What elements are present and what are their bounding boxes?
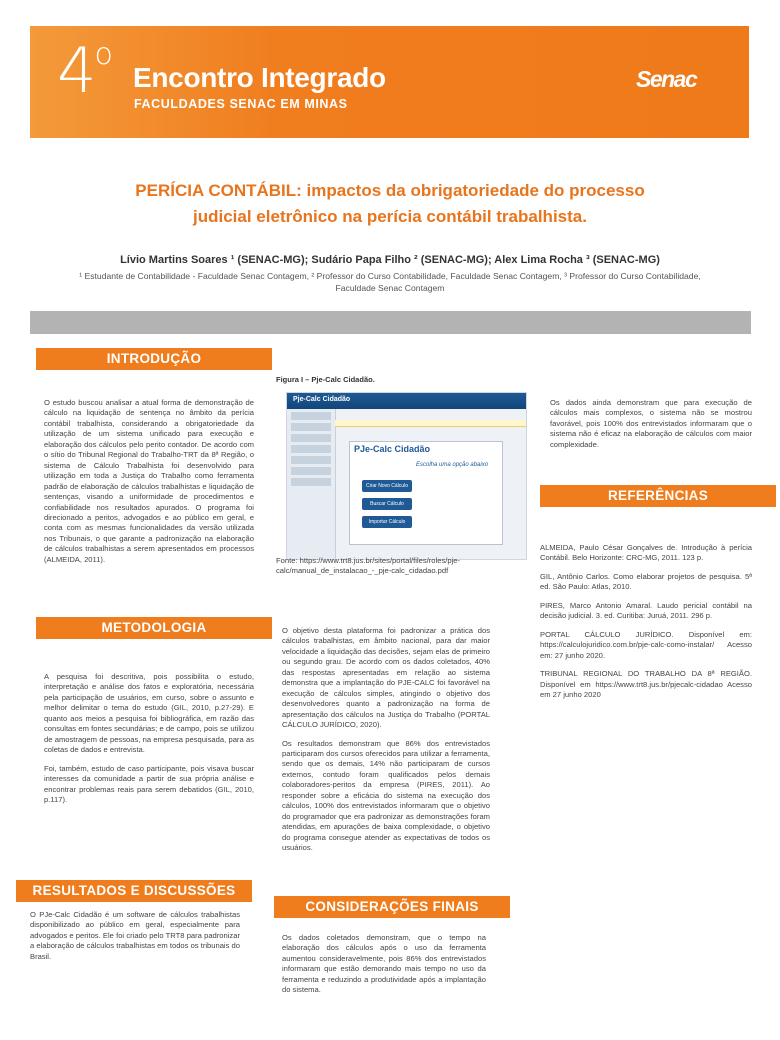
paper-title bbox=[80, 178, 700, 230]
referencias-list bbox=[540, 543, 752, 708]
event-subtitle: FACULDADES SENAC EM MINAS bbox=[134, 97, 348, 111]
paper-title-line2: judicial eletrônico na perícia contábil trabalhista. bbox=[193, 207, 587, 226]
figure-caption: Figura I – Pje-Calc Cidadão. bbox=[276, 375, 375, 384]
paper-affiliations: ¹ Estudante de Contabilidade - Faculdade Senac Contagem, ² Professor do Curso Contabilidade, Faculdade Senac Contagem, ³ Professor do Curso Contabilidade, Faculdade Senac Contagem bbox=[79, 271, 701, 293]
section-heading-metodologia: METODOLOGIA bbox=[36, 617, 272, 639]
divider-bar bbox=[30, 311, 751, 334]
paper-title-line1: PERÍCIA CONTÁBIL: impactos da obrigatoriedade do processo bbox=[135, 181, 645, 200]
reference-item: PIRES, Marco Antonio Amaral. Laudo pericial contábil na decisão judicial. 3. ed. Curitiba: Juruá, 2011. 296 p. bbox=[540, 600, 752, 621]
pje-calc-screenshot bbox=[286, 392, 527, 560]
app-welcome-card bbox=[349, 441, 503, 545]
app-title: Pje-Calc Cidadão bbox=[293, 396, 351, 403]
importar-calculo-button: Importar Cálculo bbox=[362, 516, 412, 528]
app-sidebar bbox=[287, 409, 336, 559]
resultados-text: O PJe-Calc Cidadão é um software de cálculos trabalhistas disponibilizado ao público em geral, especialmente para advogados e peritos. Ele foi criado pelo TRT8 para padronizar a elaboração de cálculos trabalhistas em todos os tribunais do Brasil. bbox=[30, 910, 240, 961]
reference-item: ALMEIDA, Paulo César Gonçalves de. Introdução à perícia Contábil. Belo Horizonte: CRC-MG, 2011. 123 p. bbox=[540, 543, 752, 563]
criar-calculo-button: Criar Novo Cálculo bbox=[362, 480, 412, 492]
edition-number: 4$^o$ bbox=[57, 34, 111, 107]
metodologia-paragraph-2: Foi, também, estudo de caso participante, pois visava buscar interesses da comunidade a partir de sua própria análise e encontrar problemas reais para serem debatidos (GIL, 2010, p.117). bbox=[44, 763, 254, 804]
figure-source: Fonte: https://www.trt8.jus.br/sites/portal/files/roles/pje-calc/manual_de_instalacao_-_pje-calc_cidadao.pdf bbox=[276, 556, 461, 576]
introducao-text: O estudo buscou analisar a atual forma de demonstração de cálculo na liquidação de sentença no âmbito da perícia contábil trabalhista, considerando a obrigatoriedade da utilização de um sistema unificado para execução e elaboração dos cálculos pelo perito contador. De acordo com o sítio do Tribunal Regional do Trabalho-TRT da 8ª Região, o sistema de Cálculo Trabalhista foi desenvolvido para utilização em toda a Justiça do Trabalho como ferramenta padrão de elaboração de cálculos trabalhistas e liquidação de sentenças, visando a uniformidade de procedimentos e confiabilidade nos resultados apurados. O programa foi direcionado a peritos, advogados e ao público em geral, e conta com as mesmas funcionalidades da versão utilizada nos Tribunais, o que garante a padronização na elaboração de cálculos trabalhistas a serem apresentados em processos (ALMEIDA, 2011). bbox=[44, 398, 254, 564]
meio-paragraph-2: Os resultados demonstram que 86% dos entrevistados participaram dos cursos oferecidos para utilizar a ferramenta, sendo que os demais, 14% não participaram de cursos externos, contudo foram qualificados pelos demais colaboradores-peritos da empresa (PIRES, 2011). Ao responder sobre a eficácia do sistema na execução dos cálculos, 100% dos entrevistados informaram que o objetivo do programador que era padronizar as demonstrações foram atendidas, em apurações de baixa complexidade, o objetivo do programa consegue atender as expectativas de todos os usuários. bbox=[282, 738, 490, 853]
card-title: PJe-Calc Cidadão bbox=[354, 444, 431, 454]
event-title: Encontro Integrado bbox=[133, 62, 386, 93]
senac-logo: Senac bbox=[636, 66, 697, 92]
direita-intro-text: Os dados ainda demonstram que para execução de cálculos mais complexos, o sistema não se mostrou favorável, pois 100% dos entrevistados informaram que o sistema não é eficaz na elaboração de cálculos com maior complexidade. bbox=[550, 398, 752, 449]
reference-item: TRIBUNAL REGIONAL DO TRABALHO DA 8ª REGIÃO. Disponível em https://www.trt8.jus.br/pjecalc-cidadao Acesso em 27 junho 2020 bbox=[540, 669, 752, 699]
reference-item: GIL, Antônio Carlos. Como elaborar projetos de pesquisa. 5ª ed. São Paulo: Atlas, 2010. bbox=[540, 571, 752, 592]
app-notice-strip bbox=[335, 420, 526, 427]
buscar-calculo-button: Buscar Cálculo bbox=[362, 498, 412, 510]
section-heading-consideracoes: CONSIDERAÇÕES FINAIS bbox=[274, 896, 510, 918]
reference-item: PORTAL CÁLCULO JURÍDICO. Disponível em: https://calculojuridico.com.br/pje-calc-como-instalar/ Acesso em: 27 junho 2020. bbox=[540, 629, 752, 660]
metodologia-text bbox=[44, 672, 254, 813]
section-heading-referencias: REFERÊNCIAS bbox=[540, 485, 776, 507]
middle-column-text bbox=[282, 626, 490, 862]
metodologia-paragraph-1: A pesquisa foi descritiva, pois possibilita o estudo, interpretação e análise dos fatos e exploratória, necessária pela participação de usuários, em curso, sobre o assunto e melhor delimitar o tema do estudo (GIL, 2010, p.27-29). E quanto aos meios a pesquisa foi bibliográfica, em razão das consultas em fontes secundárias; e de campo, pois se utilizou de amostragem de pessoas, na empresa pesquisada, para as coletas de dados e entrevista. bbox=[44, 672, 254, 755]
section-heading-introducao: INTRODUÇÃO bbox=[36, 348, 272, 370]
paper-authors: Lívio Martins Soares ¹ (SENAC-MG); Sudário Papa Filho ² (SENAC-MG); Alex Lima Rocha ³ (SENAC-MG) bbox=[120, 254, 660, 266]
consideracoes-text: Os dados coletados demonstram, que o tempo na elaboração dos cálculos após o uso da ferramenta aumentou consideravelmente, pois 86% dos entrevistados informaram que estão demorando mais tempo no uso da ferramenta e reduzindo a produtividade após a implantação do sistema. bbox=[282, 933, 486, 995]
section-heading-resultados: RESULTADOS E DISCUSSÕES bbox=[16, 880, 252, 902]
meio-paragraph-1: O objetivo desta plataforma foi padronizar a prática dos cálculos trabalhistas, em âmbito nacional, para dar maior velocidade a liquidação das decisões, sejam elas de primeiro ou segundo grau. De acordo com os dados coletados, 40% das respostas apresentadas em relação ao sistema demonstra que a implantação do PJE-CALC foi favorável na execução de cálculos simples, atingindo o objetivo dos desenvolvedores quanto a padronização na forma de apresentação dos cálculos na Justiça do Trabalho (PORTAL CÁLCULO JURÍDICO, 2020). bbox=[282, 626, 490, 730]
card-subtitle: Escolha uma opção abaixo bbox=[416, 462, 489, 468]
app-titlebar bbox=[287, 393, 526, 409]
